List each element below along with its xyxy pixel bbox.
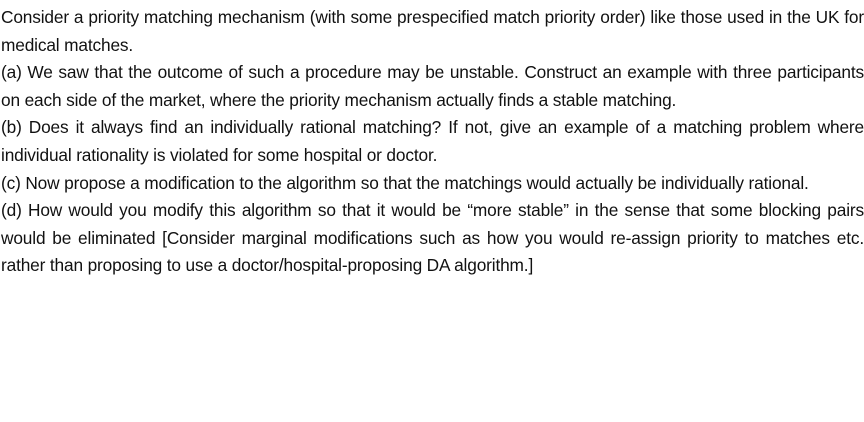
- question-part-c: (c) Now propose a modification to the algorithm so that the matchings would actually be individually rational.: [1, 172, 809, 193]
- intro-paragraph: Consider a priority matching mechanism (with some prespecified match priority order) like those used in the UK for medical matches.: [1, 7, 864, 55]
- question-part-b: (b) Does it always find an individually rational matching? If not, give an example of a matching problem where individual rationality is violated for some hospital or doctor.: [1, 117, 864, 165]
- question-part-a: (a) We saw that the outcome of such a procedure may be unstable. Construct an example with three participants on each side of the market, where the priority mechanism actually finds a stable matching.: [1, 62, 864, 110]
- question-part-d: (d) How would you modify this algorithm so that it would be “more stable” in the sense that some blocking pairs would be eliminated [Consider marginal modifications such as how you would re-assign priority to matches etc. rather than proposing to use a doctor/hospital-proposing DA algorithm.]: [1, 200, 864, 276]
